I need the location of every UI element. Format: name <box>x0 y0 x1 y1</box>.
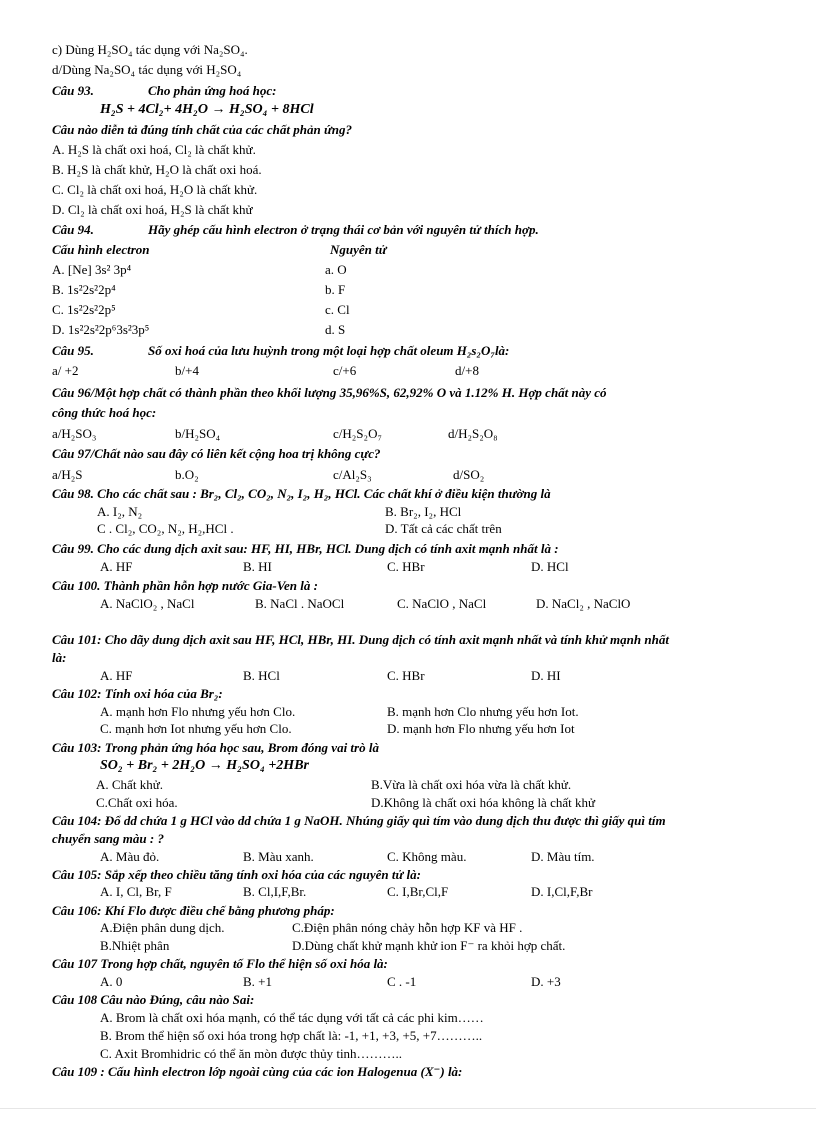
q107-option-d: D. +3 <box>531 974 561 989</box>
q103-option-b: B.Vừa là chất oxi hóa vừa là chất khử. <box>371 777 572 792</box>
q96-option-c: c/H₂S₂O₇ <box>333 426 382 441</box>
q102-option-a: A. mạnh hơn Flo nhưng yếu hơn Clo. <box>100 704 296 719</box>
q104-option-b: B. Màu xanh. <box>243 849 314 864</box>
q104-option-c: C. Không màu. <box>387 849 467 864</box>
q107-option-b: B. +1 <box>243 974 273 989</box>
q93-number: Câu 93. <box>52 83 94 98</box>
q102-option-c: C. mạnh hơn Iot nhưng yếu hơn Clo. <box>100 721 292 736</box>
q96-prompt-line2: công thức hoá học: <box>52 405 157 420</box>
q100-prompt: Câu 100. Thành phần hỗn hợp nước Gia-Ven là : <box>52 578 318 593</box>
q94-config-b: B. 1s²2s²2p⁴ <box>52 282 116 297</box>
q98-option-a: A. I₂, N₂ <box>97 504 143 519</box>
q109-prompt: Câu 109 : Cấu hình electron lớp ngoài cùng của các ion Halogenua (X⁻) là: <box>52 1064 463 1079</box>
q107-option-c: C . -1 <box>387 974 417 989</box>
q93-question: Câu nào diễn tả đúng tính chất của các chất phản ứng? <box>52 122 352 137</box>
q98-prompt: Câu 98. Cho các chất sau : Br₂, Cl₂, CO₂, N₂, I₂, H₂, HCl. Các chất khí ở điều kiện thường là <box>52 486 551 501</box>
q97-option-b: b.O₂ <box>175 467 199 482</box>
q107-prompt: Câu 107 Trong hợp chất, nguyên tố Flo thể hiện số oxi hóa là: <box>52 956 388 971</box>
q99-option-a: A. HF <box>100 559 133 574</box>
q97-option-c: c/Al₂S₃ <box>333 467 372 482</box>
q105-option-c: C. I,Br,Cl,F <box>387 884 449 899</box>
q94-number: Câu 94. <box>52 222 94 237</box>
q101-option-c: C. HBr <box>387 668 425 683</box>
q100-option-c: C. NaClO , NaCl <box>397 596 487 611</box>
q99-prompt: Câu 99. Cho các dung dịch axit sau: HF, HI, HBr, HCl. Dung dịch có tính axit mạnh nhất là : <box>52 541 559 556</box>
q95-number: Câu 95. <box>52 343 94 358</box>
q101-option-b: B. HCl <box>243 668 280 683</box>
q97-option-d: d/SO₂ <box>453 467 485 482</box>
q104-option-a: A. Màu đỏ. <box>100 849 160 864</box>
q94-atom-d: d. S <box>325 322 346 337</box>
q99-option-d: D. HCl <box>531 559 569 574</box>
q103-prompt: Câu 103: Trong phản ứng hóa học sau, Brom đóng vai trò là <box>52 740 379 755</box>
q93-prompt: Cho phản ứng hoá học: <box>148 83 277 98</box>
q94-config-d: D. 1s²2s²2p⁶3s²3p⁵ <box>52 322 150 337</box>
q105-option-a: A. I, Cl, Br, F <box>100 884 172 899</box>
q96-option-b: b/H₂SO₄ <box>175 426 221 441</box>
q103-equation: SO₂ + Br₂ + 2H₂O → H₂SO₄ +2HBr <box>100 758 309 773</box>
q106-option-a: A.Điện phân dung dịch. <box>100 920 225 935</box>
q105-option-b: B. Cl,I,F,Br. <box>243 884 307 899</box>
q95-option-c: c/+6 <box>333 363 357 378</box>
q102-option-b: B. mạnh hơn Clo nhưng yếu hơn Iot. <box>387 704 579 719</box>
q100-option-b: B. NaCl . NaOCl <box>255 596 345 611</box>
q94-prompt: Hãy ghép cấu hình electron ở trạng thái cơ bản với nguyên tử thích hợp. <box>148 222 539 237</box>
q98-option-c: C . Cl₂, CO₂, N₂, H₂,HCl . <box>97 521 234 536</box>
q97-option-a: a/H₂S <box>52 467 83 482</box>
q101-prompt-line2: là: <box>52 650 67 665</box>
q95-option-a: a/ +2 <box>52 363 79 378</box>
option-c-prev: c) Dùng H₂SO₄ tác dụng với Na₂SO₄. <box>52 42 248 57</box>
q108-prompt: Câu 108 Câu nào Đúng, câu nào Sai: <box>52 992 255 1007</box>
q95-option-b: b/+4 <box>175 363 199 378</box>
q103-option-a: A. Chất khử. <box>96 777 163 792</box>
q93-option-d: D. Cl₂ là chất oxi hoá, H₂S là chất khử <box>52 202 253 217</box>
q103-option-c: C.Chất oxi hóa. <box>96 795 178 810</box>
q94-config-a: A. [Ne] 3s² 3p⁴ <box>52 262 132 277</box>
q94-atom-b: b. F <box>325 282 346 297</box>
q103-option-d: D.Không là chất oxi hóa không là chất khử <box>371 795 596 810</box>
q94-atom-c: c. Cl <box>325 302 350 317</box>
q101-prompt-line1: Câu 101: Cho dãy dung dịch axit sau HF, HCl, HBr, HI. Dung dịch có tính axit mạnh nhất và tính khử mạnh nhất <box>52 632 669 647</box>
q94-header-atom: Nguyên tử <box>330 242 387 257</box>
q97-prompt: Câu 97/Chất nào sau đây có liên kết cộng hoa trị không cực? <box>52 446 381 461</box>
q98-option-d: D. Tất cả các chất trên <box>385 521 502 536</box>
q100-option-d: D. NaCl₂ , NaClO <box>536 596 631 611</box>
q108-statement-b: B. Brom thể hiện số oxi hóa trong hợp chất là: -1, +1, +3, +5, +7……….. <box>100 1028 483 1043</box>
q96-option-d: d/H₂S₂O₈ <box>448 426 498 441</box>
q108-statement-c: C. Axit Bromhidric có thể ăn mòn được thủy tinh……….. <box>100 1046 403 1061</box>
q96-option-a: a/H₂SO₃ <box>52 426 97 441</box>
q104-option-d: D. Màu tím. <box>531 849 595 864</box>
q105-option-d: D. I,Cl,F,Br <box>531 884 593 899</box>
q104-prompt-line1: Câu 104: Đổ dd chứa 1 g HCl vào dd chứa 1 g NaOH. Nhúng giấy quì tím vào dung dịch thu được thì giấy quì tím <box>52 813 666 828</box>
page-bottom-edge <box>0 1108 816 1109</box>
q106-option-b: B.Nhiệt phân <box>100 938 170 953</box>
q93-equation: H₂S + 4Cl₂+ 4H₂O → H₂SO₄ + 8HCl <box>100 102 314 117</box>
q106-prompt: Câu 106: Khí Flo được điều chế bằng phương pháp: <box>52 903 335 918</box>
q99-option-c: C. HBr <box>387 559 425 574</box>
q101-option-d: D. HI <box>531 668 561 683</box>
q102-prompt: Câu 102: Tính oxi hóa của Br₂: <box>52 686 223 701</box>
q98-option-b: B. Br₂, I₂, HCl <box>385 504 462 519</box>
q102-option-d: D. mạnh hơn Flo nhưng yếu hơn Iot <box>387 721 575 736</box>
q100-option-a: A. NaClO₂ , NaCl <box>100 596 195 611</box>
q106-option-d: D.Dùng chất khử mạnh khử ion F⁻ ra khỏi hợp chất. <box>292 938 566 953</box>
q95-prompt: Số oxi hoá của lưu huỳnh trong một loại hợp chất oleum H₂s₂O₇là: <box>148 343 510 358</box>
q93-option-b: B. H₂S là chất khử, H₂O là chất oxi hoá. <box>52 162 262 177</box>
q93-option-c: C. Cl₂ là chất oxi hoá, H₂O là chất khử. <box>52 182 258 197</box>
q96-prompt-line1: Câu 96/Một hợp chất có thành phần theo khối lượng 35,96%S, 62,92% O và 1.12% H. Hợp chất này có <box>52 385 607 400</box>
q94-header-config: Cấu hình electron <box>52 242 150 257</box>
q105-prompt: Câu 105: Sắp xếp theo chiều tăng tính oxi hóa của các nguyên tử là: <box>52 867 421 882</box>
q95-option-d: d/+8 <box>455 363 479 378</box>
q101-option-a: A. HF <box>100 668 133 683</box>
q99-option-b: B. HI <box>243 559 272 574</box>
option-d-prev: d/Dùng Na₂SO₄ tác dụng với H₂SO₄ <box>52 62 242 77</box>
q94-atom-a: a. O <box>325 262 347 277</box>
q104-prompt-line2: chuyển sang màu : ? <box>52 831 164 846</box>
q106-option-c: C.Điện phân nóng chảy hỗn hợp KF và HF . <box>292 920 523 935</box>
q93-option-a: A. H₂S là chất oxi hoá, Cl₂ là chất khử. <box>52 142 256 157</box>
q94-config-c: C. 1s²2s²2p⁵ <box>52 302 116 317</box>
q107-option-a: A. 0 <box>100 974 123 989</box>
q108-statement-a: A. Brom là chất oxi hóa mạnh, có thể tác dụng với tất cả các phi kim…… <box>100 1010 484 1025</box>
